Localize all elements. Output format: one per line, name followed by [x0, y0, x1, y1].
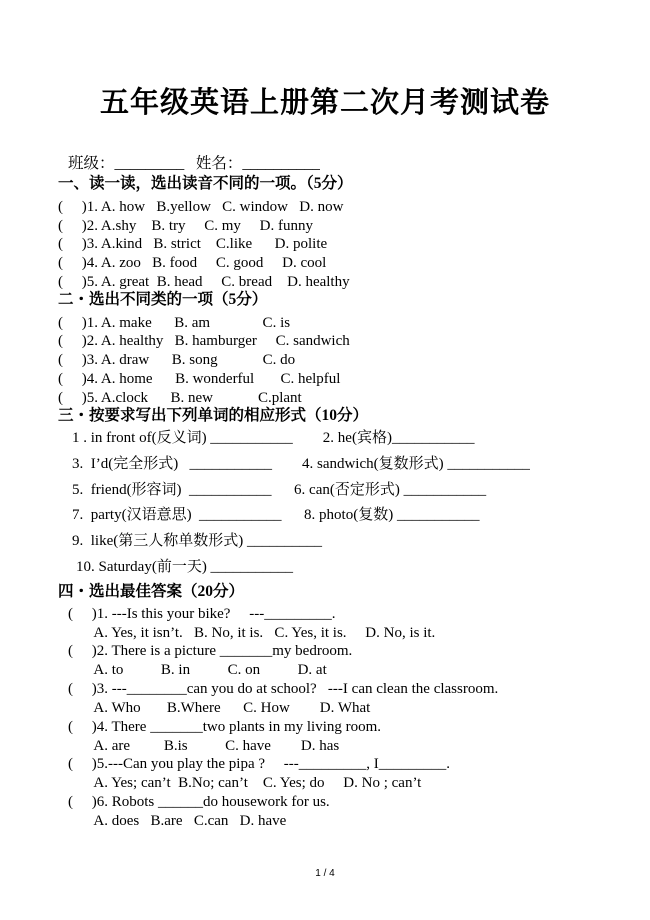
- list-item: ( )5. A.clock B. new C.plant: [58, 390, 302, 406]
- question-line: ( )4. There _______two plants in my living room.: [68, 719, 382, 735]
- list-item: 7. party(汉语意思) ___________ 8. photo(复数) ___________: [72, 507, 480, 523]
- list-item: 10. Saturday(前一天) ___________: [76, 559, 294, 575]
- section4-heading: 四・选出最佳答案（20分）: [58, 583, 245, 600]
- section3-heading: 三・按要求写出下列单词的相应形式（10分）: [58, 407, 369, 424]
- list-item: 9. like(第三人称单数形式) __________: [72, 533, 322, 549]
- question-line: ( )3. ---________can you do at school? ---I can clean the classroom.: [68, 681, 499, 697]
- list-item: ( )3. A. draw B. song C. do: [58, 352, 296, 368]
- list-item: ( )1. A. how B.yellow C. window D. now: [58, 199, 344, 215]
- list-item: 1 . in front of(反义词) ___________ 2. he(宾格)___________: [72, 430, 475, 446]
- list-item: 5. friend(形容词) ___________ 6. can(否定形式) ___________: [72, 482, 487, 498]
- list-item: ( )2. A. healthy B. hamburger C. sandwich: [58, 333, 350, 349]
- page-title: 五年级英语上册第二次月考测试卷: [99, 87, 550, 119]
- options-line: A. are B.is C. have D. has: [68, 738, 340, 754]
- list-item: 3. I’d(完全形式) ___________ 4. sandwich(复数形式) ___________: [72, 456, 530, 472]
- options-line: A. does B.are C.can D. have: [68, 813, 287, 829]
- list-item: ( )5. A. great B. head C. bread D. healthy: [58, 274, 350, 290]
- options-line: A. Yes, it isn’t. B. No, it is. C. Yes, it is. D. No, is it.: [68, 625, 436, 641]
- list-item: ( )3. A.kind B. strict C.like D. polite: [58, 236, 328, 252]
- question-line: ( )6. Robots ______do housework for us.: [68, 794, 330, 810]
- options-line: A. Who B.Where C. How D. What: [68, 700, 371, 716]
- section1-heading: 一、读一读，选出读音不同的一项。（5分）: [58, 175, 353, 192]
- class-name-line: 班级：_________ 姓名：__________: [68, 155, 320, 172]
- list-item: ( )2. A.shy B. try C. my D. funny: [58, 218, 313, 234]
- page-number: 1 / 4: [315, 868, 335, 879]
- options-line: A. to B. in C. on D. at: [68, 662, 327, 678]
- question-line: ( )5.---Can you play the pipa ? ---_________, I_________.: [68, 756, 451, 772]
- list-item: ( )1. A. make B. am C. is: [58, 315, 291, 331]
- list-item: ( )4. A. zoo B. food C. good D. cool: [58, 255, 327, 271]
- question-line: ( )2. There is a picture _______my bedroom.: [68, 643, 353, 659]
- list-item: ( )4. A. home B. wonderful C. helpful: [58, 371, 341, 387]
- section2-heading: 二・选出不同类的一项（5分）: [58, 291, 268, 308]
- options-line: A. Yes; can’t B.No; can’t C. Yes; do D. No ; can’t: [68, 775, 422, 791]
- question-line: ( )1. ---Is this your bike? ---_________.: [68, 606, 336, 622]
